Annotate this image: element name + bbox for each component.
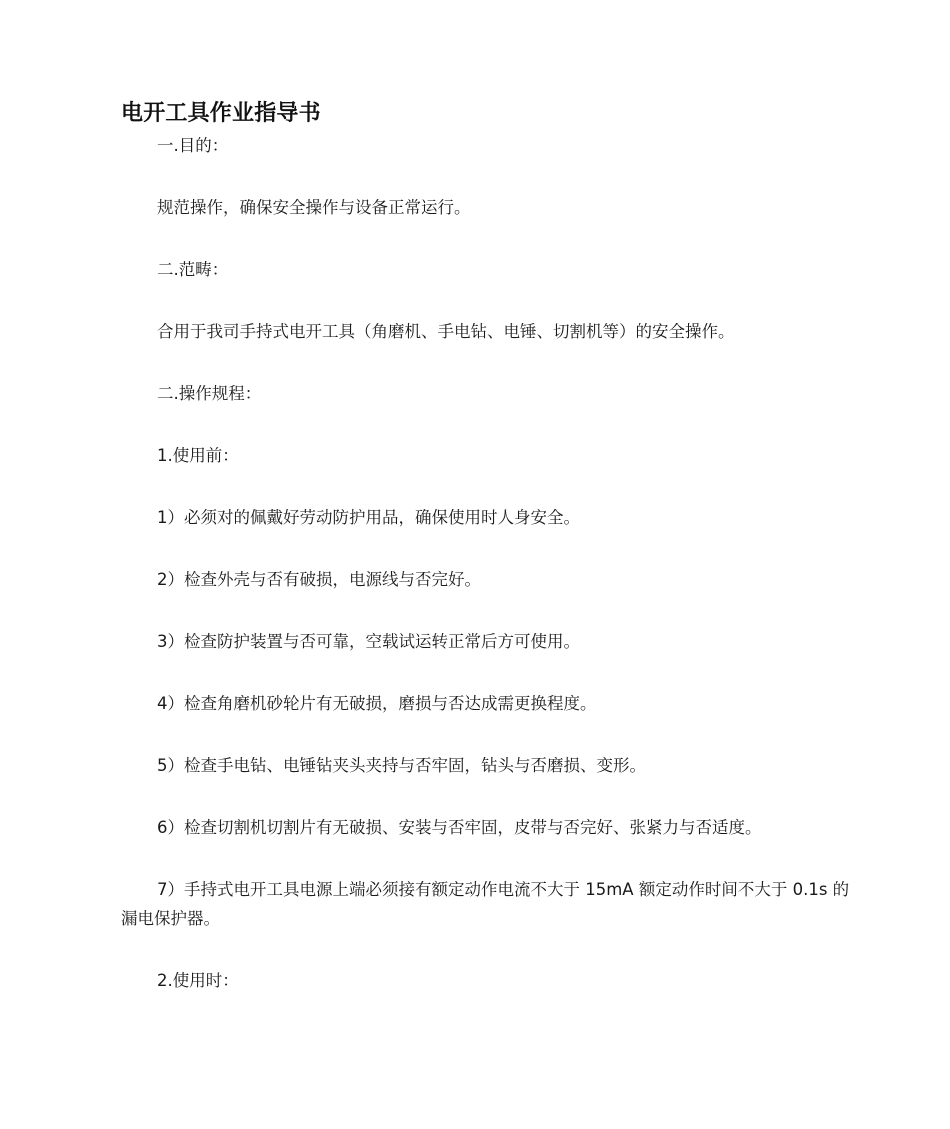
document-title: 电开工具作业指导书 xyxy=(121,101,321,126)
section-purpose-heading: 一.目的： xyxy=(157,136,229,155)
section-scope-heading: 二.范畴： xyxy=(157,260,229,279)
section-procedure-heading: 二.操作规程： xyxy=(157,384,262,403)
list-item: 2）检查外壳与否有破损，电源线与否完好。 xyxy=(157,570,481,589)
list-item: 6）检查切割机切割片有无破损、安装与否牢固，皮带与否完好、张紧力与否适度。 xyxy=(157,818,762,837)
scope-text: 合用于我司手持式电开工具（角磨机、手电钻、电锤、切割机等）的安全操作。 xyxy=(157,322,735,341)
list-item: 1）必须对的佩戴好劳动防护用品，确保使用时人身安全。 xyxy=(157,508,580,527)
purpose-text: 规范操作，确保安全操作与设备正常运行。 xyxy=(157,198,471,217)
list-item: 5）检查手电钻、电锤钻夹头夹持与否牢固，钻头与否磨损、变形。 xyxy=(157,756,646,775)
list-item: 7）手持式电开工具电源上端必须接有额定动作电流不大于 15mA 额定动作时间不大于 0.1s 的漏电保护器。 xyxy=(121,880,850,928)
during-use-heading: 2.使用时： xyxy=(157,971,239,990)
list-item: 4）检查角磨机砂轮片有无破损，磨损与否达成需更换程度。 xyxy=(157,694,597,713)
list-item: 3）检查防护装置与否可靠，空载试运转正常后方可使用。 xyxy=(157,632,580,651)
before-use-heading: 1.使用前： xyxy=(157,446,239,465)
